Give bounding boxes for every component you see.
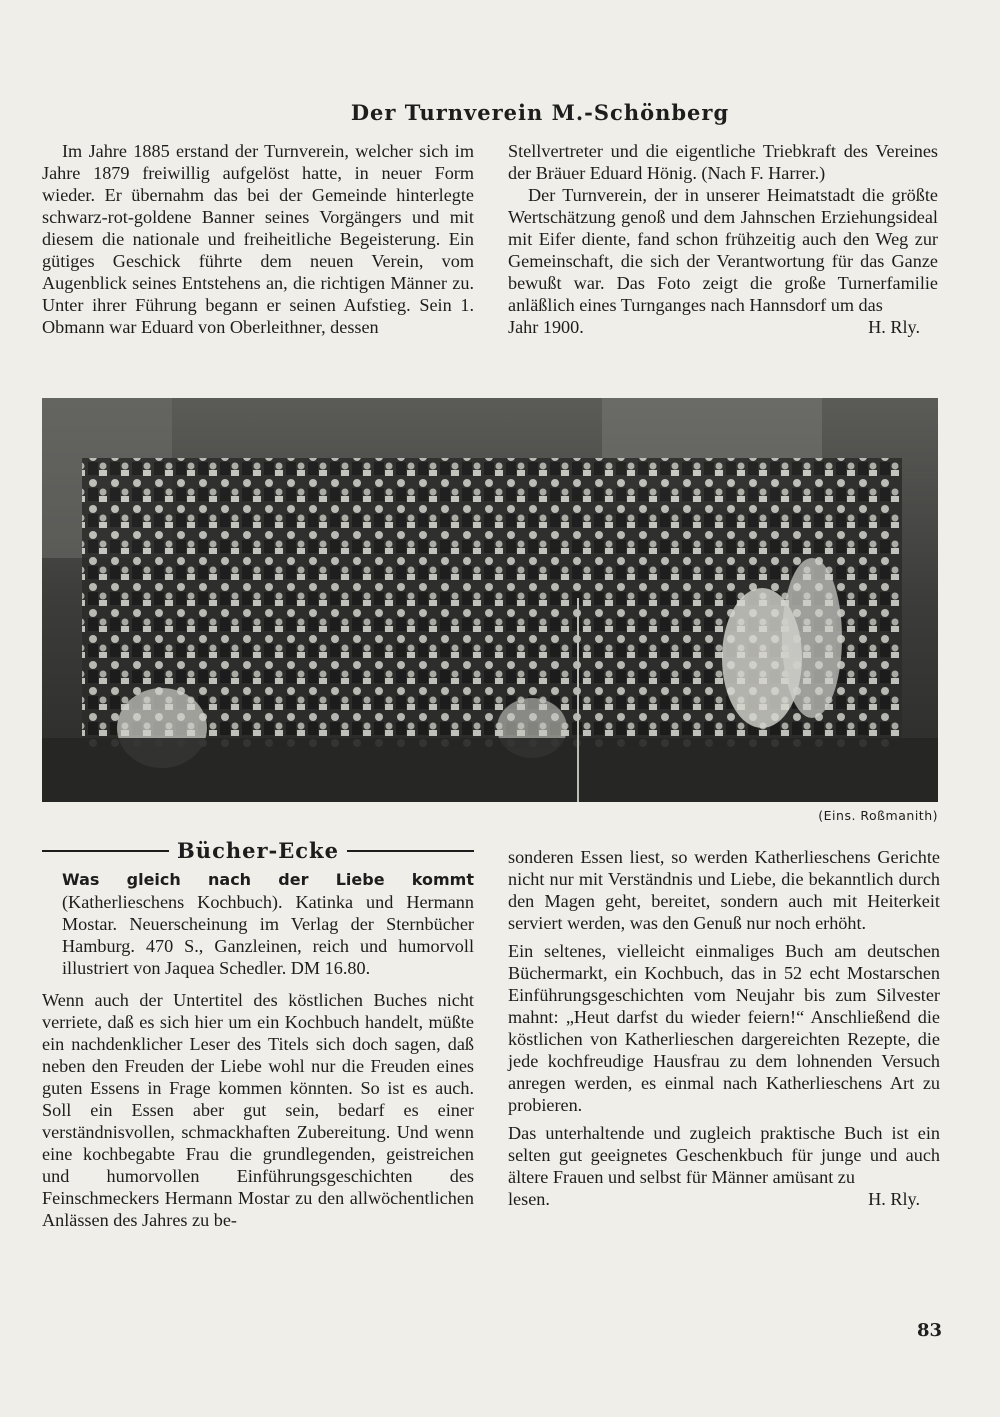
section-heading-label: Bücher-Ecke — [177, 838, 339, 863]
article-paragraph: Der Turnverein, der in unserer Heimatstadt die größte Wertschätzung genoß und dem Jahnschen Erziehungsideal mit Eifer diente, fand schon frühzeitig auch den Weg zur Gemeinschaft, die sich der Verantwortung für das Ganze bewußt war. Das Foto zeigt die große Turnerfamilie anläßlich eines Turnganges nach Hannsdorf um das — [508, 185, 938, 315]
group-photo-image — [42, 398, 938, 802]
book-details: (Katherlieschens Kochbuch). Katinka und Hermann Mostar. Neuerscheinung im Verlag der Sternbücher Hamburg. 470 S., Ganzleinen, reich und humorvoll illustriert von Jaquea Schedler. DM 16.80. — [62, 892, 474, 978]
article-closing-line — [508, 316, 938, 338]
review-last-line: lesen. — [508, 1189, 550, 1209]
article-title: Der Turnverein M.-Schönberg — [350, 100, 730, 125]
review-column-right — [508, 846, 940, 1210]
photo-credit: (Eins. Roßmanith) — [818, 808, 938, 823]
article-paragraph: Im Jahre 1885 erstand der Turnverein, welcher sich im Jahre 1879 freiwillig aufgelöst hatte, in neuer Form wieder. Er übernahm das bei der Gemeinde hinterlegte schwarz-rot-goldene Banner seines Vorgängers und mit diesem die nationale und freiheitliche Begeisterung. Ein gütiges Geschick führte dem neuen Verein, vom Augenblick seines Entstehens an, die richtigen Männer zu. Unter ihrer Führung begann er seinen Aufstieg. Sein 1. Obmann war Eduard von Oberleithner, dessen — [42, 141, 474, 337]
article-paragraph: Stellvertreter und die eigentliche Triebkraft des Vereines der Bräuer Eduard Hönig. (Nach F. Harrer.) — [508, 141, 938, 183]
review-paragraph: Wenn auch der Untertitel des köstlichen Buches nicht verriete, daß es sich hier um ein Kochbuch handelt, müßte ein nachdenklicher Leser des Titels sich doch sagen, daß neben den Freuden der Liebe wohl nur die Freuden eines guten Essens in Frage kommen könnten. So ist es auch. Soll ein Essen aber gut sein, bedarf es einer verständnisvollen, schmackhaften Zubereitung. Und wenn eine kochbegabte Frau die grundlegenden, geistreichen und humorvollen Einführungsgeschichten des Feinschmeckers Hermann Mostar zu den allwöchentlichen Anlässen des Jahres zu be- — [42, 990, 474, 1230]
review-column-left — [42, 868, 474, 1231]
heading-rule-left — [42, 850, 169, 852]
book-title: Was gleich nach der Liebe kommt — [62, 870, 474, 889]
review-paragraph: Ein seltenes, vielleicht einmaliges Buch am deutschen Büchermarkt, ein Kochbuch, das in 52 echt Mostarschen Einführungsgeschichten vom Neujahr bis zum Silvester mahnt: „Heut darfst du wieder feiern!“ Anschließend die köstlichen von Katherlieschen dargereichten Rezepte, die jede kochfreudige Hausfrau zu dem lohnenden Versuch anregen werden, es einmal nach Katherlieschens Art zu probieren. — [508, 941, 940, 1115]
review-signature: H. Rly. — [868, 1189, 920, 1209]
author-signature: H. Rly. — [868, 317, 920, 337]
review-closing-line — [508, 1188, 940, 1210]
heading-rule-right — [347, 850, 474, 852]
page-number: 83 — [916, 1320, 942, 1341]
group-photo — [42, 398, 938, 802]
review-paragraph: Das unterhaltende und zugleich praktische Buch ist ein selten gut geeignetes Geschenkbuch für junge und auch ältere Frauen und selbst für Männer amüsant zu — [508, 1123, 940, 1187]
book-citation — [42, 868, 474, 979]
article-column-right — [508, 140, 938, 338]
article-column-left — [42, 140, 474, 338]
section-heading — [42, 838, 474, 863]
review-paragraph: sonderen Essen liest, so werden Katherlieschens Gerichte nicht nur mit Verständnis und Liebe, die bekanntlich durch den Magen geht, bereitet, sondern auch mit Heiterkeit serviert werden, was den Genuß nur noch erhöht. — [508, 847, 940, 933]
article-last-line: Jahr 1900. — [508, 317, 584, 337]
